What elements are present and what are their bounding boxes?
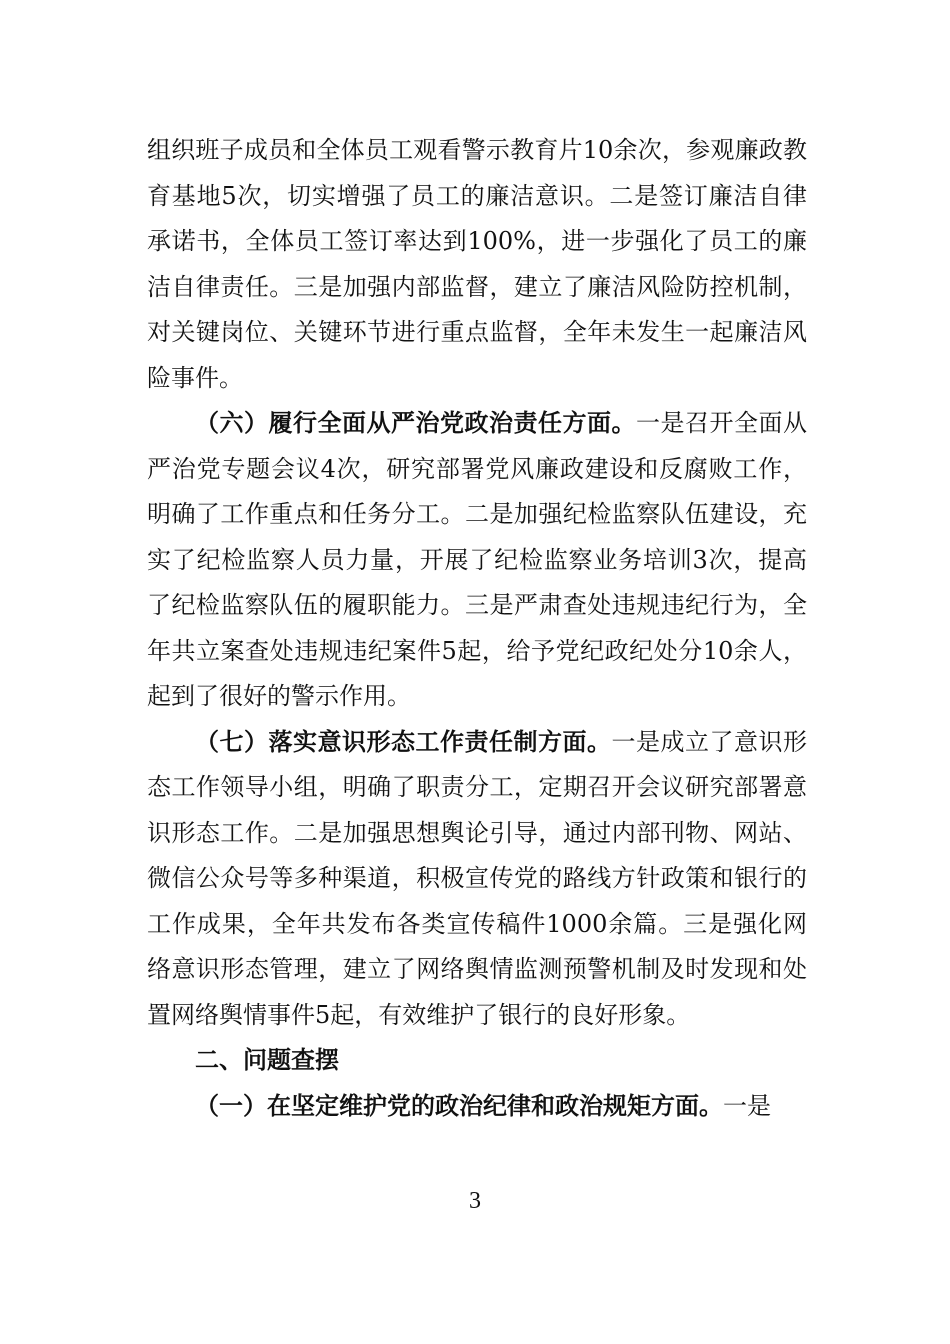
paragraph-lead: （一）在坚定维护党的政治纪律和政治规矩方面。 bbox=[195, 1091, 723, 1120]
paragraph-text: 一是召开全面从严治党专题会议4次，研究部署党风廉政建设和反腐败工作，明确了工作重点和任务分工。二是加强纪检监察队伍建设，充实了纪检监察人员力量，开展了纪检监察业务培训3次，提高了纪检监察队伍的履职能力。三是严肃查处违规违纪行为，全年共立案查处违规违纪案件5起，给予党纪政纪处分10余人，起到了很好的警示作用。 bbox=[147, 409, 807, 710]
page-number: 3 bbox=[469, 1188, 481, 1214]
paragraph-lead: （七）落实意识形态工作责任制方面。 bbox=[195, 727, 612, 756]
paragraph-text: 一是 bbox=[723, 1091, 771, 1120]
paragraph-section-six bbox=[147, 401, 807, 720]
paragraph-text: 一是成立了意识形态工作领导小组，明确了职责分工，定期召开会议研究部署意识形态工作。二是加强思想舆论引导，通过内部刊物、网站、微信公众号等多种渠道，积极宣传党的路线方针政策和银行的工作成果，全年共发布各类宣传稿件1000余篇。三是强化网络意识形态管理，建立了网络舆情监测预警机制及时发现和处置网络舆情事件5起，有效维护了银行的良好形象。 bbox=[147, 727, 807, 1029]
paragraph-problem-one bbox=[147, 1084, 807, 1130]
section-heading: 二、问题查摆 bbox=[195, 1046, 339, 1074]
paragraph-section-seven bbox=[147, 720, 807, 1039]
paragraph-text: 组织班子成员和全体员工观看警示教育片10余次，参观廉政教育基地5次，切实增强了员工的廉洁意识。二是签订廉洁自律承诺书，全体员工签订率达到100%，进一步强化了员工的廉洁自律责任。三是加强内部监督，建立了廉洁风险防控机制，对关键岗位、关键环节进行重点监督，全年未发生一起廉洁风险事件。 bbox=[147, 136, 807, 392]
paragraph-continued bbox=[147, 128, 807, 401]
paragraph-lead: （六）履行全面从严治党政治责任方面。 bbox=[195, 409, 636, 437]
document-body bbox=[147, 128, 807, 1129]
